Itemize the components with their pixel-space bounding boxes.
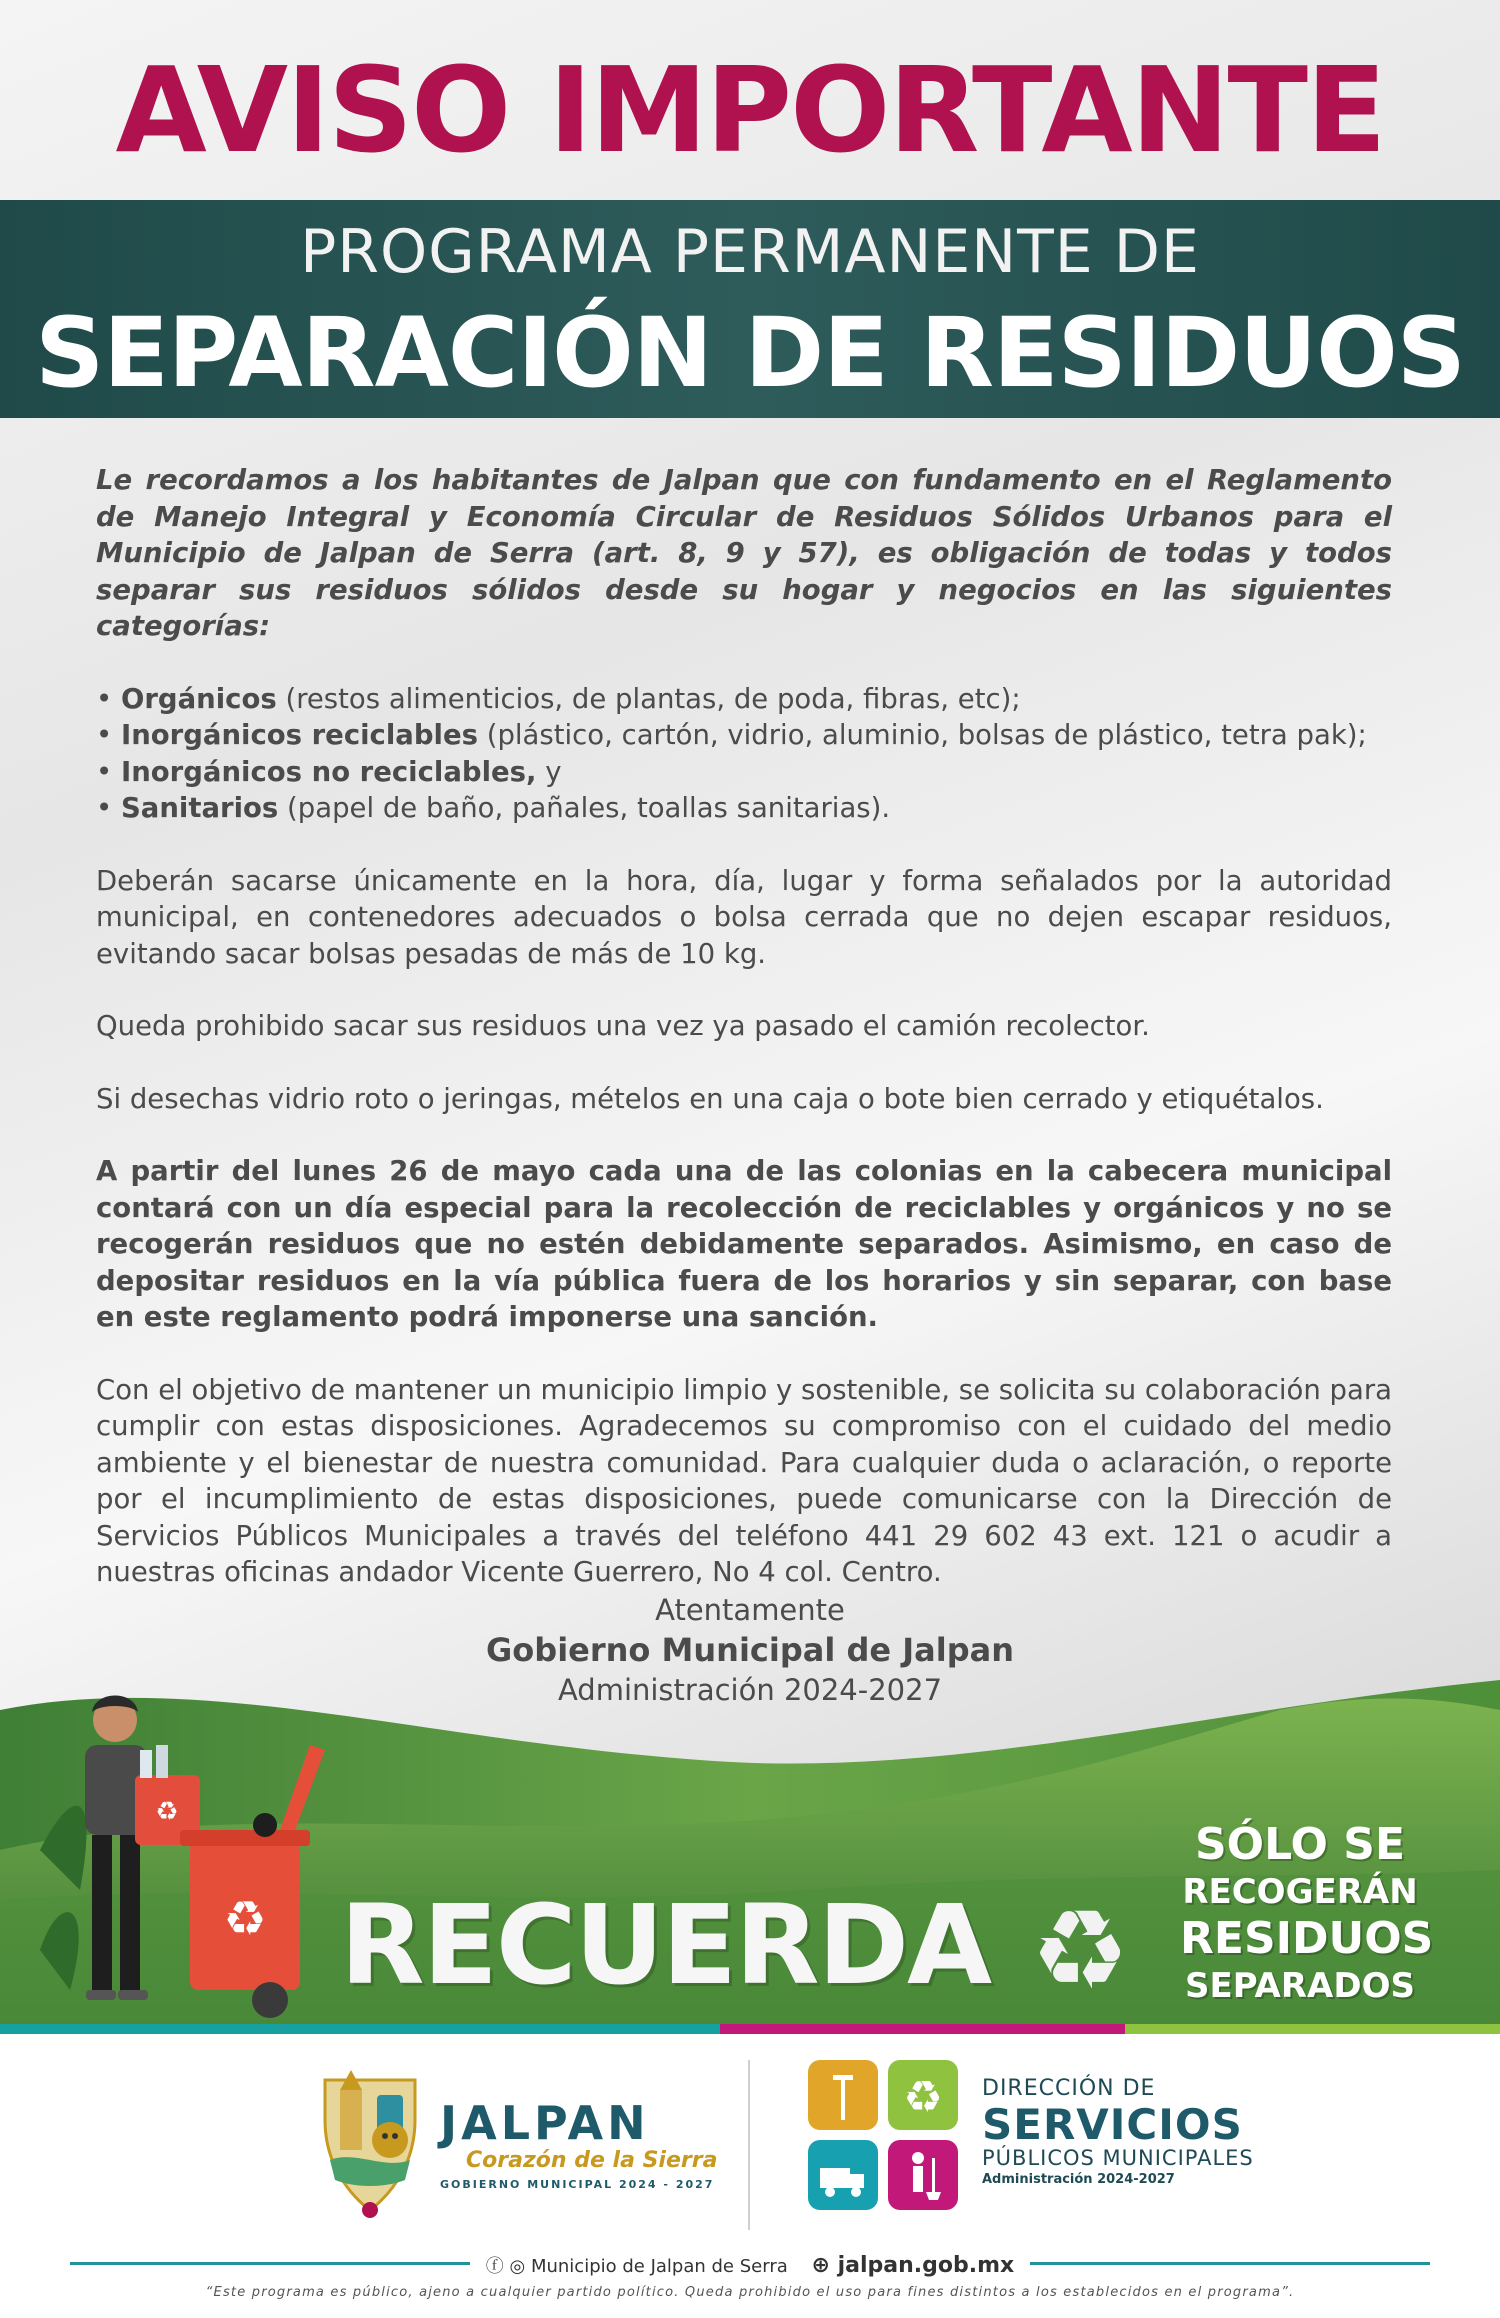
- category-item: • Inorgánicos no reciclables, y: [96, 755, 562, 788]
- person-illustration: [40, 1690, 330, 2030]
- jalpan-name: JALPAN: [440, 2096, 650, 2150]
- tile-sweeper-icon: [888, 2140, 958, 2210]
- facebook-icon[interactable]: ⓕ: [485, 2256, 504, 2277]
- category-detail: (papel de baño, pañales, toallas sanitarias).: [278, 792, 891, 824]
- social-row: [0, 2252, 1500, 2278]
- page-title: AVISO IMPORTANTE: [115, 41, 1385, 179]
- reminder-word: RECUERDA: [340, 1881, 991, 2009]
- paragraph-schedule: Deberán sacarse únicamente en la hora, día, lugar y forma señalados por la autoridad municipal, en contenedores adecuados o bolsa cerrada que no dejen escapar residuos, evitando sacar bolsas pesadas de más de 10 kg.: [96, 864, 1392, 970]
- category-detail: (restos alimenticios, de plantas, de poda, fibras, etc);: [276, 682, 1021, 715]
- notice-body: [96, 462, 1392, 1591]
- category-name: Inorgánicos reciclables: [120, 719, 478, 751]
- reminder-line4: SEPARADOS: [1185, 1966, 1415, 2006]
- category-name: Sanitarios: [120, 792, 279, 824]
- tile-truck-icon: [808, 2140, 878, 2210]
- disclaimer: “Este programa es público, ajeno a cualquier partido político. Queda prohibido el uso para fines distintos a los establecidos en el programa”.: [205, 2285, 1295, 2300]
- tile-recycle-icon: [888, 2060, 958, 2130]
- reminder-line2: RECOGERÁN: [1182, 1872, 1418, 1912]
- recycle-icon: [1020, 1888, 1140, 2008]
- signature-admin: Administración 2024-2027: [557, 1673, 943, 1707]
- footer-divider: [748, 2060, 750, 2230]
- paragraph-glass: Si desechas vidrio roto o jeringas, mételos en una caja o bote bien cerrado y etiquétalos.: [96, 1082, 1324, 1115]
- dir-line4: Administración 2024-2027: [982, 2172, 1175, 2187]
- reminder-line3: RESIDUOS: [1180, 1913, 1434, 1964]
- svg-text:♻: ♻: [903, 2072, 943, 2123]
- svg-text:♻: ♻: [223, 1891, 267, 1947]
- category-item: • Orgánicos (restos alimenticios, de plantas, de poda, fibras, etc);: [96, 682, 1021, 715]
- signature-closing: Atentamente: [655, 1593, 845, 1627]
- signature-org: Gobierno Municipal de Jalpan: [486, 1631, 1014, 1669]
- category-name: Inorgánicos no reciclables,: [120, 755, 537, 788]
- svg-text:♻: ♻: [155, 1797, 179, 1827]
- jalpan-tagline: Corazón de la Sierra: [466, 2148, 718, 2173]
- reminder-message: [1180, 1819, 1434, 2008]
- website-link[interactable]: ⊕ jalpan.gob.mx: [811, 2253, 1015, 2278]
- intro-paragraph: Le recordamos a los habitantes de Jalpan que con fundamento en el Reglamento de Manejo Integral y Economía Circular de Residuos Sólidos Urbanos para el Municipio de Jalpan de Serra (art. 8, 9 y 57), es obligación de todas y todos separar sus residuos sólidos desde su hogar y negocios en las siguientes categorías:: [96, 464, 1392, 642]
- paragraph-contact: Con el objetivo de mantener un municipio limpio y sostenible, se solicita su colaboración para cumplir con estas disposiciones. Agradecemos su compromiso con el cuidado del medio ambiente y el bienestar de nuestra comunidad. Para cualquier duda o aclaración, o reporte por el incumplimiento de estas disposiciones, puede comunicarse con la Dirección de Servicios Públicos Municipales a través del teléfono 441 29 602 43 ext. 121 o acudir a nuestras oficinas andador Vicente Guerrero, No 4 col. Centro.: [96, 1373, 1392, 1588]
- color-stripe: [0, 2024, 1500, 2034]
- svg-text:♻: ♻: [1030, 1888, 1130, 2008]
- globe-icon: ⊕: [811, 2253, 830, 2278]
- category-item: • Inorgánicos reciclables (plástico, cartón, vidrio, aluminio, bolsas de plástico, tetra pak);: [96, 719, 1367, 751]
- category-item: • Sanitarios (papel de baño, pañales, toallas sanitarias).: [96, 792, 891, 824]
- reminder-line1: SÓLO SE: [1194, 1819, 1406, 1870]
- social-account[interactable]: Municipio de Jalpan de Serra: [530, 2256, 788, 2277]
- category-detail: (plástico, cartón, vidrio, aluminio, bolsas de plástico, tetra pak);: [477, 719, 1367, 751]
- paragraph-truck: Queda prohibido sacar sus residuos una vez ya pasado el camión recolector.: [96, 1010, 1150, 1042]
- paragraph-collection-day: A partir del lunes 26 de mayo cada una de las colonias en la cabecera municipal contará con un día especial para la recolección de reciclables y orgánicos y no se recogerán residuos que no estén debidamente separados. Asimismo, en caso de depositar residuos en la vía pública fuera de los horarios y sin separar, con base en este reglamento podrá imponerse una sanción.: [96, 1155, 1392, 1333]
- category-name: Orgánicos: [120, 682, 277, 715]
- banner-heading: SEPARACIÓN DE RESIDUOS: [35, 297, 1465, 409]
- tile-lighting-icon: [808, 2060, 878, 2130]
- dir-line3: PÚBLICOS MUNICIPALES: [982, 2146, 1254, 2170]
- instagram-icon[interactable]: ◎: [509, 2256, 526, 2277]
- category-detail: y: [536, 755, 562, 788]
- jalpan-logo-icon: [305, 2060, 435, 2220]
- banner-subtitle: PROGRAMA PERMANENTE DE: [300, 217, 1200, 287]
- jalpan-admin: GOBIERNO MUNICIPAL 2024 - 2027: [440, 2178, 715, 2191]
- dir-line2: SERVICIOS: [982, 2100, 1243, 2149]
- dir-line1: DIRECCIÓN DE: [982, 2076, 1156, 2101]
